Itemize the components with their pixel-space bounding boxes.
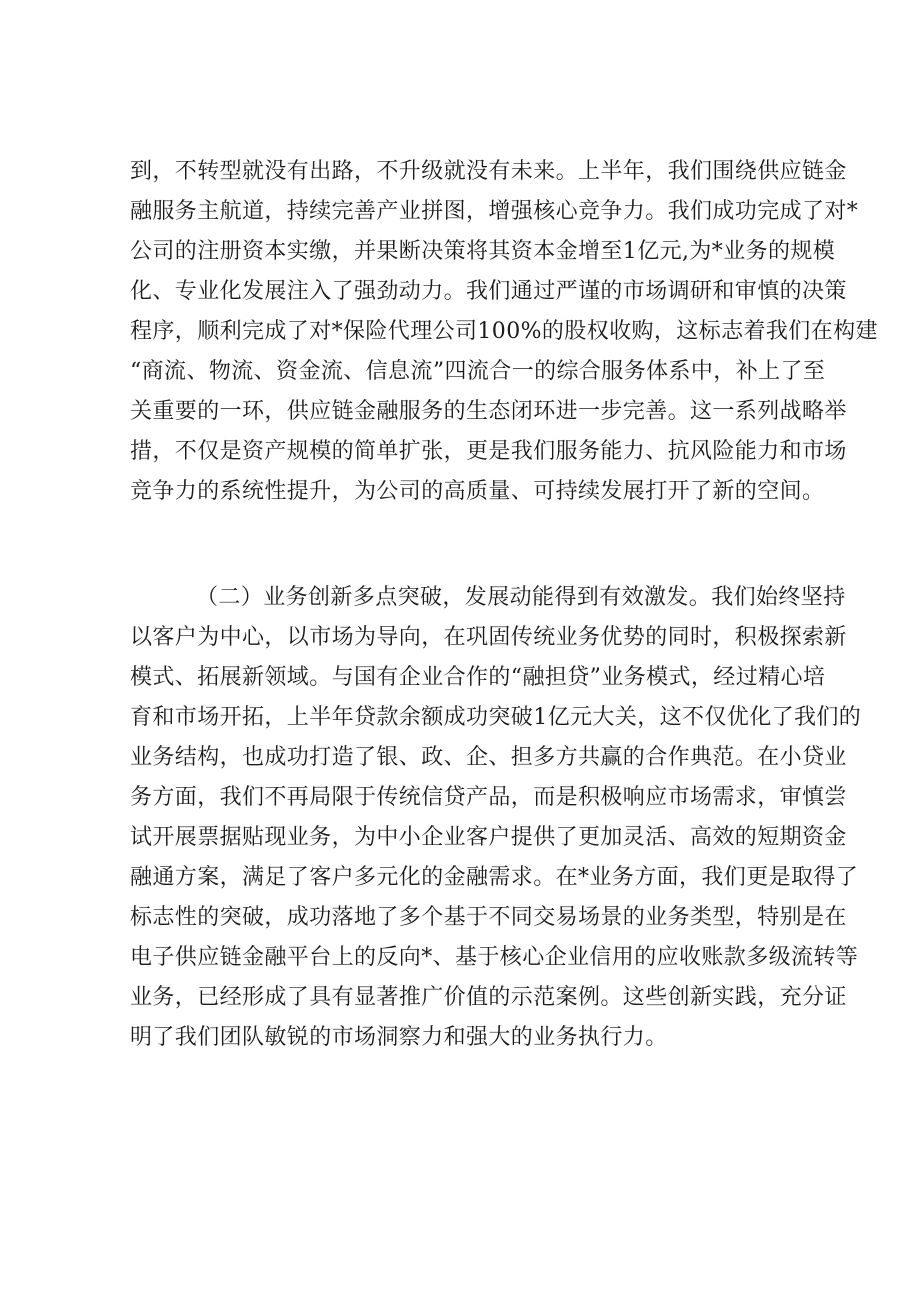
text-line: 公司的注册资本实缴，并果断决策将其资本金增至1亿元,为*业务的规模 (130, 239, 836, 264)
text-line: 化、专业化发展注入了强劲动力。我们通过严谨的市场调研和审慎的决策 (130, 279, 847, 304)
text-line: （二）业务创新多点突破，发展动能得到有效激发。我们始终坚持 (196, 585, 846, 610)
text-line: 明了我们团队敏锐的市场洞察力和强大的业务执行力。 (130, 1025, 668, 1050)
text-line: 试开展票据贴现业务，为中小企业客户提供了更加灵活、高效的短期资金 (130, 825, 847, 850)
paragraph-industry-layout (130, 152, 878, 512)
text-line: “商流、物流、资金流、信息流”四流合一的综合服务体系中，补上了至 (130, 359, 826, 384)
text-line: 关重要的一环，供应链金融服务的生态闭环进一步完善。这一系列战略举 (130, 399, 847, 424)
text-line: 程序，顺利完成了对*保险代理公司100%的股权收购，这标志着我们在构建 (130, 319, 878, 344)
text-line: 务方面，我们不再局限于传统信贷产品，而是积极响应市场需求，审慎尝 (130, 785, 847, 810)
text-line: 业务结构，也成功打造了银、政、企、担多方共赢的合作典范。在小贷业 (130, 745, 847, 770)
text-line: 模式、拓展新领域。与国有企业合作的“融担贷”业务模式，经过精心培 (130, 665, 826, 690)
text-line: 措，不仅是资产规模的简单扩张，更是我们服务能力、抗风险能力和市场 (130, 439, 847, 464)
text-line: 育和市场开拓，上半年贷款余额成功突破1亿元大关，这不仅优化了我们的 (130, 705, 862, 730)
text-line: 电子供应链金融平台上的反向*、基于核心企业信用的应收账款多级流转等 (130, 945, 859, 970)
text-line: 融通方案，满足了客户多元化的金融需求。在*业务方面，我们更是取得了 (130, 865, 859, 890)
text-line: 到，不转型就没有出路，不升级就没有未来。上半年，我们围绕供应链金 (130, 159, 847, 184)
text-line: 竞争力的系统性提升，为公司的高质量、可持续发展打开了新的空间。 (130, 479, 825, 504)
text-line: 标志性的突破，成功落地了多个基于不同交易场景的业务类型，特别是在 (130, 905, 847, 930)
text-line: 业务，已经形成了具有显著推广价值的示范案例。这些创新实践，充分证 (130, 985, 847, 1010)
paragraph-business-innovation (130, 578, 862, 1058)
text-line: 以客户为中心，以市场为导向，在巩固传统业务优势的同时，积极探索新 (130, 625, 847, 650)
text-line: 融服务主航道，持续完善产业拼图，增强核心竞争力。我们成功完成了对* (130, 199, 859, 224)
